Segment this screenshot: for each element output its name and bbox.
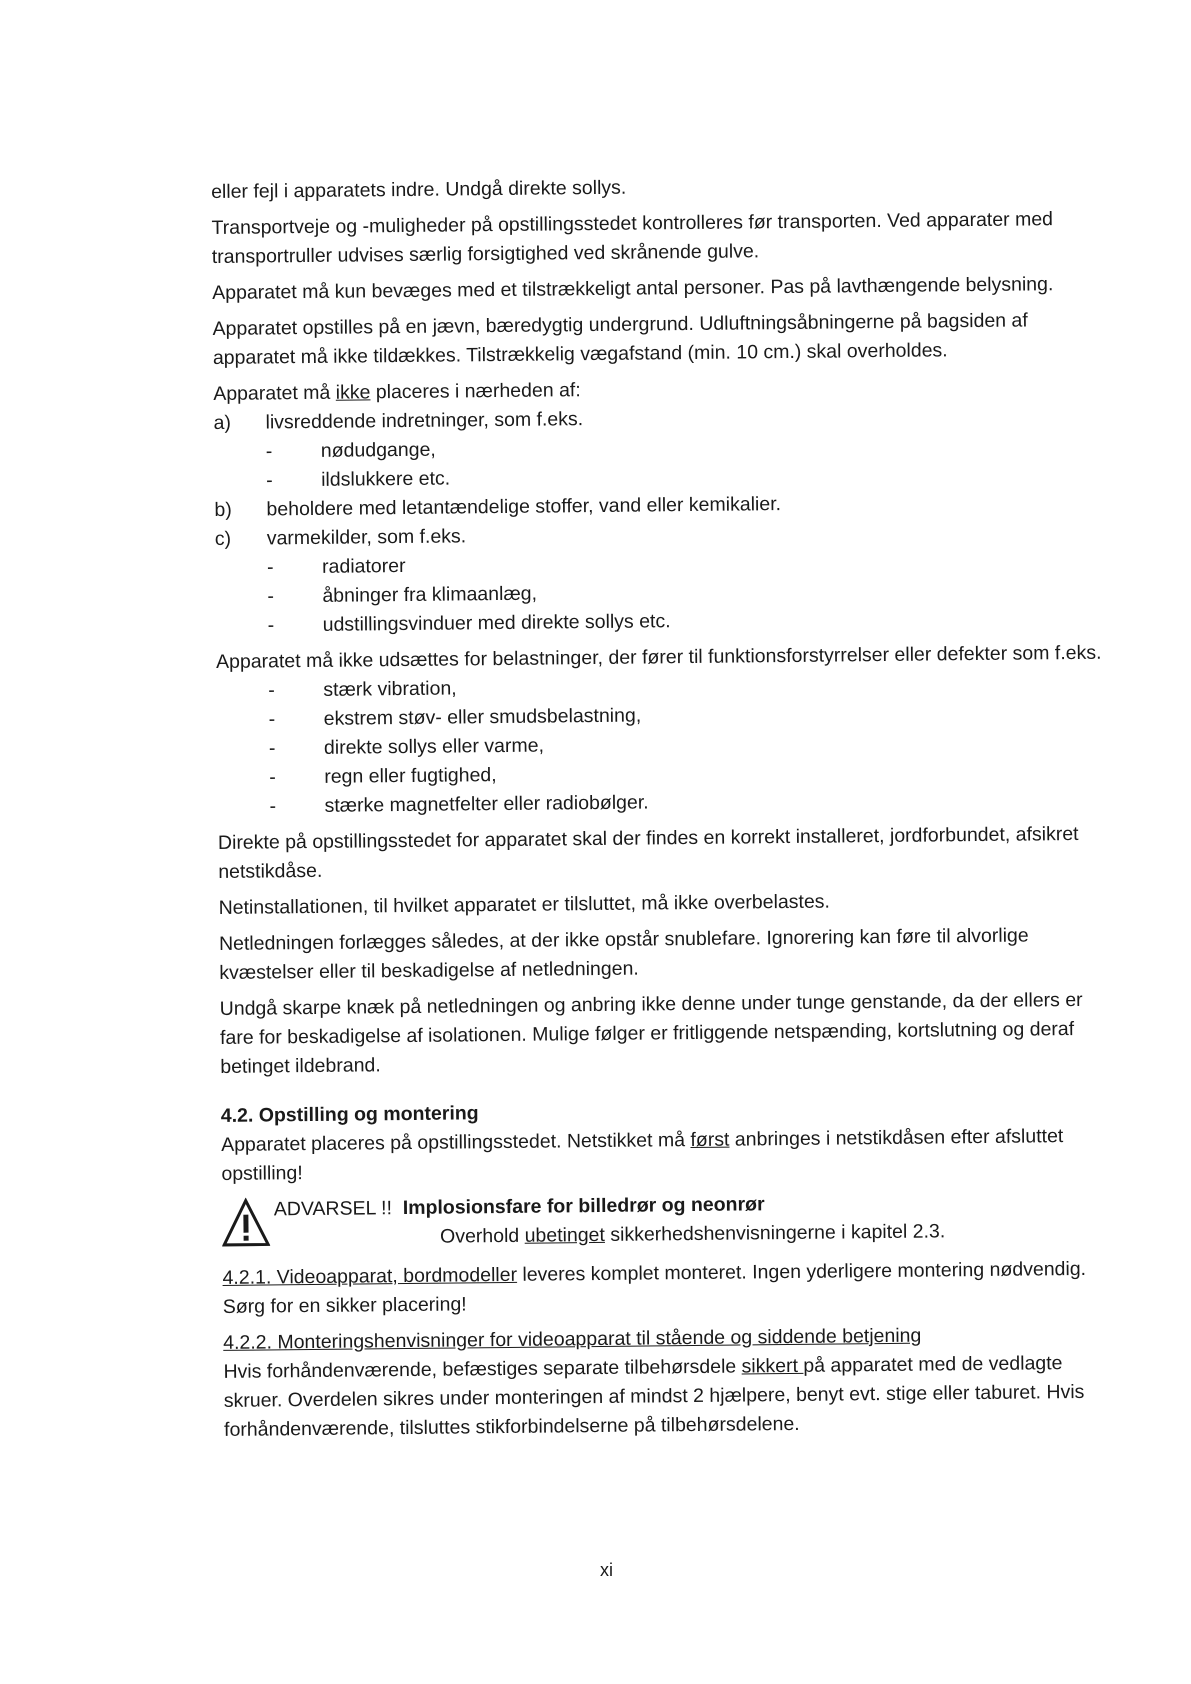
list-subitem: - åbninger fra klimaanlæg, [267, 582, 538, 608]
section-heading: 4.2. Opstilling og montering [220, 1102, 479, 1127]
warning-title: ADVARSEL !! Implosionsfare for billedrør og neonrør [273, 1193, 765, 1221]
paragraph: Direkte på opstillingsstedet for apparatet skal der findes en korrekt installeret, jordforbundet, afsikret netstikdåse. [217, 822, 1079, 883]
paragraph: Netledningen forlægges således, at der ikke opstår snublefare. Ignorering kan føre til alvorlige kvæstelser eller til beskadigelse af netledningen. [218, 924, 1029, 984]
list-subitem: - stærk vibration, [268, 677, 457, 702]
subsection-4-2-2-heading: 4.2.2. Monteringshenvisninger for videoapparat til stående og siddende betjening [223, 1324, 922, 1354]
warning-block [222, 1187, 1123, 1254]
page-number: xi [600, 1560, 613, 1580]
loads-list [216, 639, 1118, 822]
subsection-4-2-2-text: Hvis forhåndenværende, befæstiges separate tilbehørsdele sikkert på apparatet med de vedlagte skruer. Overdelen sikres under monteringen af mindst 2 hjælpere, benyt evt. stige eller taburet. Hvis forhåndenværende, tilsluttes stikforbindelserne på tilbehørsdelene. [223, 1352, 1085, 1441]
warning-triangle-icon [222, 1197, 271, 1247]
loads-intro: Apparatet må ikke udsættes for belastninger, der fører til funktionsforstyrrelser eller defekter som f.eks. [215, 641, 1102, 673]
list-subitem: - radiatorer [266, 554, 406, 579]
list-item: c) varmekilder, som f.eks. [214, 525, 467, 550]
list-subitem: - direkte sollys eller varme, [268, 734, 545, 760]
list-item: a) livsreddende indretninger, som f.eks. [213, 408, 584, 434]
list-subitem: - nødudgange, [265, 438, 436, 463]
section-text: Apparatet placeres på opstillingsstedet. Netstikket må først anbringes i netstikdåsen efter afsluttet opstilling! [221, 1125, 1064, 1185]
placement-intro: Apparatet må ikke placeres i nærheden af: [213, 379, 581, 405]
placement-list [213, 371, 1116, 641]
warning-text: Overhold ubetinget sikkerhedshenvisningerne i kapitel 2.3. [439, 1220, 946, 1248]
paragraph: eller fejl i apparatets indre. Undgå direkte sollys. [211, 176, 627, 203]
list-subitem: - regn eller fugtighed, [269, 764, 497, 789]
subsection-4-2-1: 4.2.1. Videoapparat, bordmodeller leveres komplet monteret. Ingen yderligere montering nødvendig. Sørg for en sikker placering! [222, 1257, 1087, 1318]
list-subitem: - stærke magnetfelter eller radiobølger. [269, 791, 649, 818]
document-page [211, 169, 1124, 1452]
paragraph: Undgå skarpe knæk på netledningen og anbring ikke denne under tunge genstande, da der ellers er fare for beskadigelse af isolationen. Mulige følger er fritliggende netspænding, kortslutning og deraf betinget ildebrand. [219, 988, 1083, 1078]
list-subitem: - ekstrem støv- eller smudsbelastning, [268, 704, 642, 731]
list-subitem: - udstillingsvinduer med direkte sollys etc. [267, 610, 671, 637]
paragraph: Apparatet opstilles på en jævn, bæredygtig undergrund. Udluftningsåbningerne på bagsiden af apparatet må ikke tildækkes. Tilstrækkelig vægafstand (min. 10 cm.) skal overholdes. [212, 309, 1028, 369]
paragraph: Apparatet må kun bevæges med et tilstrækkeligt antal personer. Pas på lavthængende belysning. [212, 273, 1054, 304]
list-subitem: - ildslukkere etc. [266, 467, 451, 492]
list-item: b) beholdere med letantændelige stoffer, vand eller kemikalier. [214, 493, 782, 521]
paragraph: Transportveje og -muligheder på opstillingsstedet kontrolleres før transporten. Ved apparater med transportruller udvises særlig forsigtighed ved skrånende gulve. [211, 208, 1054, 268]
paragraph: Netinstallationen, til hvilket apparatet er tilsluttet, må ikke overbelastes. [218, 890, 831, 919]
